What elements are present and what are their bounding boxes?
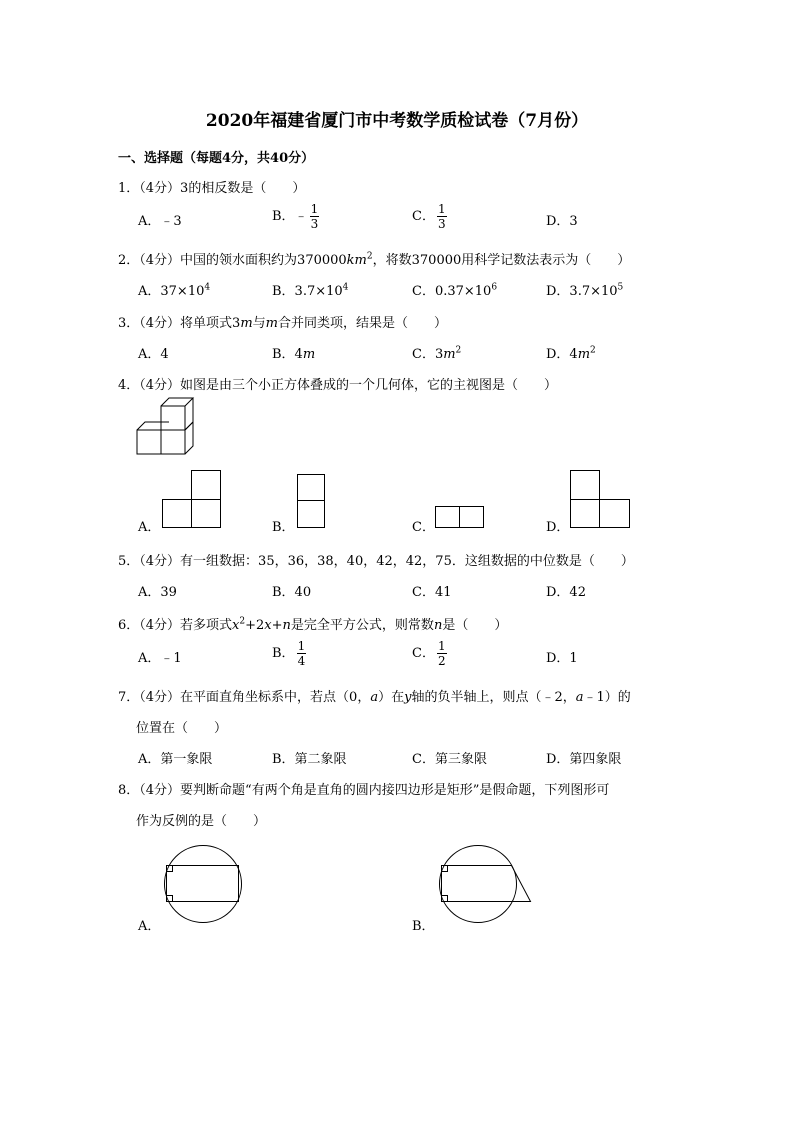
stem-text: +2: [245, 618, 265, 633]
page-title: 2020年福建省厦门市中考数学质检试卷（7月份）: [205, 111, 589, 131]
q2-option-a: [138, 280, 210, 299]
variable: m: [443, 347, 456, 362]
question-3-stem: [118, 312, 447, 331]
fraction: [437, 202, 447, 231]
q1-option-b: [272, 202, 319, 231]
fraction: [310, 202, 320, 231]
q4-option-c-label: C．: [412, 520, 435, 535]
q4-option-a-figure: [162, 470, 224, 530]
q5-option-d: D．42: [546, 585, 586, 600]
q7-option-a: A．第一象限: [138, 752, 213, 767]
q4-solid-figure: [136, 398, 206, 458]
q3-option-d: [546, 343, 596, 362]
numerator: 1: [437, 639, 446, 653]
numerator: 1: [437, 202, 446, 216]
q2-option-d: [546, 280, 623, 299]
question-2-stem: [118, 249, 630, 268]
question-8-stem-line1: 8．（4分）要判断命题“有两个角是直角的圆内接四边形是矩形”是假命题，下列图形可: [118, 783, 610, 798]
q8-option-a-label: A．: [138, 919, 161, 934]
q5-option-c: C．41: [412, 585, 452, 600]
option-label: B．: [272, 646, 295, 661]
variable: n: [282, 618, 291, 633]
question-5-stem: 5．（4分）有一组数据：35，36，38，40，42，42，75．这组数据的中位数是（ ）: [118, 554, 634, 569]
section-heading: 一、选择题（每题4分，共40分）: [118, 151, 315, 166]
exponent: 4: [204, 282, 211, 293]
stem-text: 是（ ）: [442, 618, 508, 633]
q6-option-d: D．1: [546, 651, 578, 666]
question-4-stem: 4．（4分）如图是由三个小正方体叠成的一个几何体，它的主视图是（ ）: [118, 378, 558, 393]
denominator: 3: [310, 217, 319, 231]
q6-option-b: [272, 639, 306, 668]
option-value: B．4: [272, 347, 303, 362]
variable: x: [232, 618, 240, 633]
stem-text: 与: [252, 316, 266, 331]
question-7-stem-line1: [118, 686, 631, 705]
exponent: 5: [617, 282, 624, 293]
q1-option-c: [412, 202, 447, 231]
stem-text: 轴的负半轴上，则点（﹣2，: [411, 690, 576, 705]
stem-text: 2．（4分）中国的领水面积约为370000: [118, 253, 347, 268]
q4-option-a-label: A．: [138, 520, 161, 535]
question-8-stem-line2: 作为反例的是（ ）: [136, 814, 267, 829]
unit: km: [346, 253, 367, 268]
variable: n: [433, 618, 443, 633]
stem-text: ，将数370000用科学记数法表示为（ ）: [372, 253, 631, 268]
numerator: 1: [297, 639, 306, 653]
q4-option-d-label: D．: [546, 520, 570, 535]
rectangle: [167, 866, 239, 902]
variable: a: [370, 690, 379, 705]
variable: y: [404, 690, 412, 705]
q1-option-a: [138, 210, 182, 229]
denominator: 4: [297, 654, 306, 668]
option-label: C．: [412, 209, 435, 224]
variable: m: [265, 316, 278, 331]
numerator: 1: [310, 202, 319, 216]
option-value: D．4: [546, 347, 578, 362]
cube-stack: [137, 398, 193, 454]
exponent: 4: [342, 282, 349, 293]
option-value: C．0.37×10: [412, 284, 492, 299]
q2-option-c: [412, 280, 497, 299]
option-value: ﹣3: [160, 214, 182, 229]
variable: m: [302, 347, 316, 362]
fraction: [437, 639, 447, 668]
option-value: D．3.7×10: [546, 284, 618, 299]
option-value: C．3: [412, 347, 444, 362]
exponent: 2: [366, 251, 373, 262]
q1-option-d: D．3: [546, 214, 578, 229]
option-label: B．: [272, 209, 295, 224]
exponent: 6: [491, 282, 498, 293]
circle: [440, 846, 517, 923]
q4-option-b-figure: [297, 474, 327, 530]
q4-option-b-label: B．: [272, 520, 295, 535]
stem-text: ）在: [378, 690, 405, 705]
exponent: 2: [239, 616, 246, 627]
q8-option-b-label: B．: [412, 919, 435, 934]
exponent: 2: [590, 345, 596, 356]
denominator: 2: [437, 654, 446, 668]
option-label: A．: [138, 214, 161, 229]
stem-text: 是完全平方公式，则常数: [290, 618, 434, 633]
q5-option-b: B．40: [272, 585, 312, 600]
exponent: 2: [455, 345, 462, 356]
variable: m: [240, 316, 253, 331]
q3-option-c: [412, 343, 461, 362]
q7-option-b: B．第二象限: [272, 752, 347, 767]
q4-option-d-figure: [570, 470, 634, 530]
option-value: A．37×10: [138, 284, 205, 299]
variable: m: [577, 347, 591, 362]
option-sign: ﹣: [294, 209, 308, 224]
q6-option-c: [412, 639, 447, 668]
quadrilateral: [442, 866, 531, 902]
stem-text: 7．（4分）在平面直角坐标系中，若点（0，: [118, 690, 371, 705]
stem-text: ﹣1）的: [583, 690, 631, 705]
q8-option-b-figure: [438, 843, 534, 925]
q3-option-a: A．4: [138, 347, 169, 362]
fraction: [297, 639, 307, 668]
q3-option-b: [272, 343, 315, 362]
q5-option-a: A．39: [138, 585, 177, 600]
circle: [165, 846, 242, 923]
stem-text: 6．（4分）若多项式: [118, 618, 233, 633]
q4-option-c-figure: [435, 506, 487, 530]
option-value: B．3.7×10: [272, 284, 343, 299]
q7-option-d: D．第四象限: [546, 752, 622, 767]
stem-text: 合并同类项，结果是（ ）: [278, 316, 448, 331]
denominator: 3: [437, 217, 446, 231]
question-1-stem: 1．（4分）3的相反数是（ ）: [118, 181, 306, 196]
variable: x: [264, 618, 272, 633]
question-7-stem-line2: 位置在（ ）: [136, 721, 228, 736]
variable: a: [575, 690, 584, 705]
q7-option-c: C．第三象限: [412, 752, 487, 767]
stem-text: 3．（4分）将单项式3: [118, 316, 241, 331]
q6-option-a: A．﹣1: [138, 651, 182, 666]
stem-text: +: [271, 618, 283, 633]
question-6-stem: [118, 614, 507, 633]
option-label: C．: [412, 646, 435, 661]
q2-option-b: [272, 280, 348, 299]
q8-option-a-figure: [163, 843, 245, 925]
